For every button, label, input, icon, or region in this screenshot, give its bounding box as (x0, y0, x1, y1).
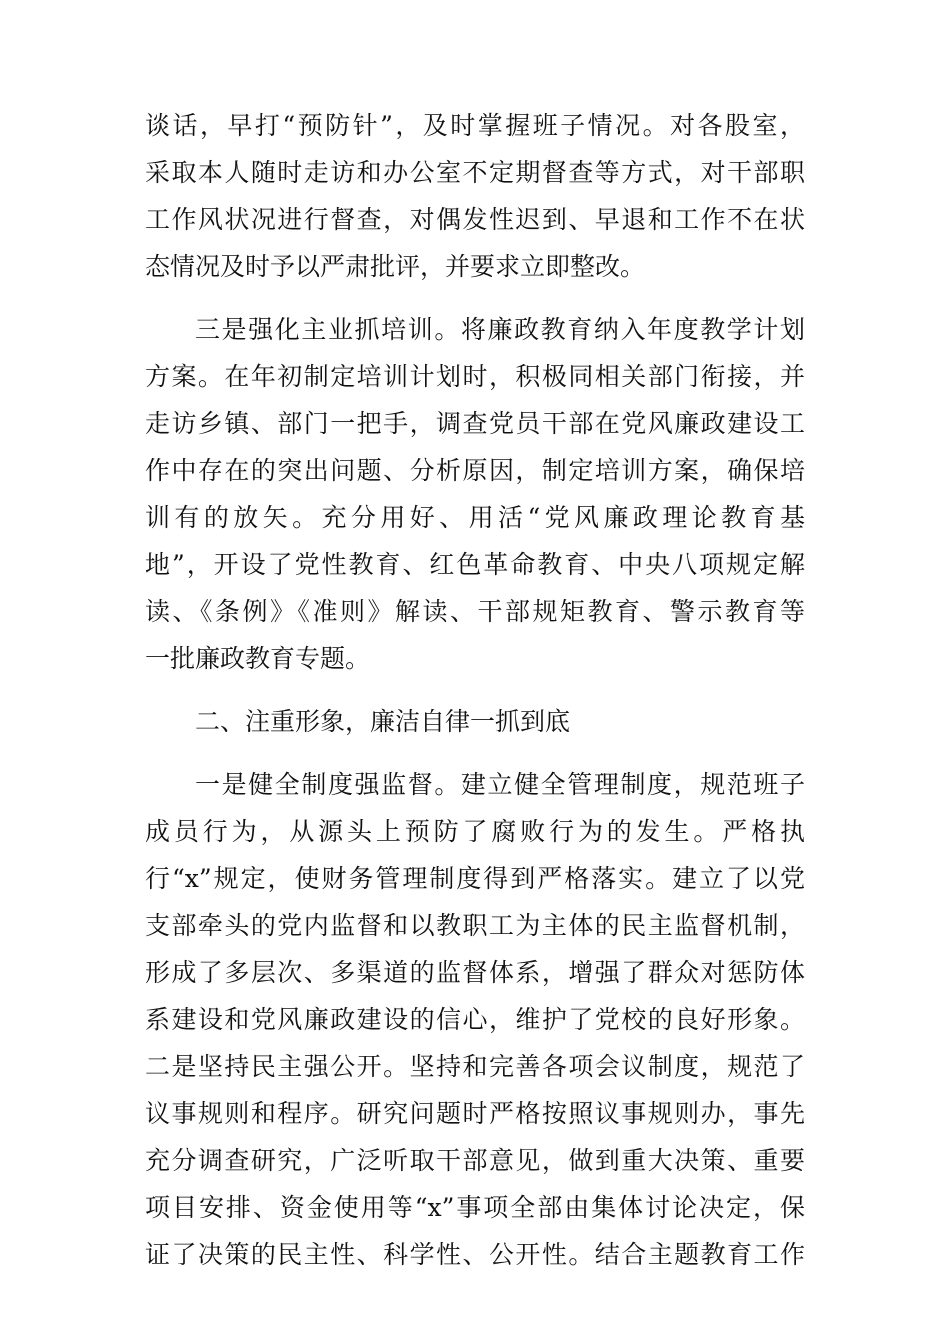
text-line: 一是健全制度强监督。建立健全管理制度，规范班子 (195, 770, 805, 799)
text-line: 系建设和党风廉政建设的信心，维护了党校的良好形象。 (145, 1005, 805, 1034)
text-line: 二是坚持民主强公开。坚持和完善各项会议制度，规范了 (145, 1052, 805, 1081)
text-line: 采取本人随时走访和办公室不定期督查等方式，对干部职 (145, 158, 805, 187)
paragraph-training (145, 306, 805, 682)
text-line: 议事规则和程序。研究问题时严格按照议事规则办，事先 (145, 1099, 805, 1128)
text-line: 一批廉政教育专题。 (145, 644, 371, 673)
text-line: 态情况及时予以严肃批评，并要求立即整改。 (145, 252, 646, 281)
paragraph-continued (145, 102, 805, 290)
text-line: 谈话，早打“预防针”，及时掌握班子情况。对各股室， (145, 111, 805, 140)
text-line: 三是强化主业抓培训。将廉政教育纳入年度教学计划 (195, 315, 805, 344)
paragraph-supervision (145, 761, 805, 1278)
text-line: 工作风状况进行督查，对偶发性迟到、早退和工作不在状 (145, 205, 805, 234)
text-line: 项目安排、资金使用等“x”事项全部由集体讨论决定，保 (145, 1193, 805, 1222)
text-line: 作中存在的突出问题、分析原因，制定培训方案，确保培 (145, 456, 805, 485)
text-line: 成员行为，从源头上预防了腐败行为的发生。严格执 (145, 817, 805, 846)
text-line: 方案。在年初制定培训计划时，积极同相关部门衔接，并 (145, 362, 805, 391)
section-heading (145, 698, 805, 745)
text-line: 地”，开设了党性教育、红色革命教育、中央八项规定解 (145, 550, 805, 579)
text-line: 形成了多层次、多渠道的监督体系，增强了群众对惩防体 (145, 958, 805, 987)
text-line: 训有的放矢。充分用好、用活“党风廉政理论教育基 (145, 503, 805, 532)
document-body (145, 102, 805, 1278)
text-line: 读、《条例》《准则》解读、干部规矩教育、警示教育等 (145, 597, 805, 626)
text-line: 证了决策的民主性、科学性、公开性。结合主题教育工作 (145, 1240, 805, 1269)
heading-line: 二、注重形象，廉洁自律一抓到底 (195, 707, 571, 736)
text-line: 行“x”规定，使财务管理制度得到严格落实。建立了以党 (145, 864, 805, 893)
text-line: 充分调查研究，广泛听取干部意见，做到重大决策、重要 (145, 1146, 805, 1175)
text-line: 走访乡镇、部门一把手，调查党员干部在党风廉政建设工 (145, 409, 805, 438)
text-line: 支部牵头的党内监督和以教职工为主体的民主监督机制， (145, 911, 805, 940)
